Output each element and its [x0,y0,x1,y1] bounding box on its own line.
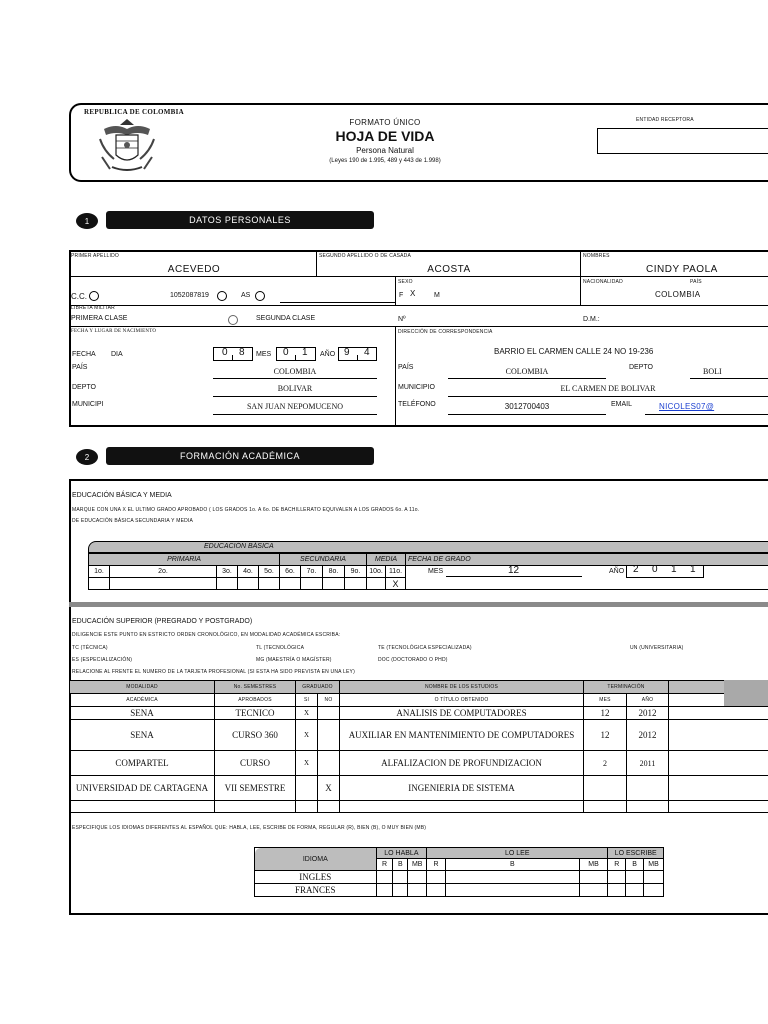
grade-anio-label: AÑO [609,568,625,575]
h-terminacion: TERMINACIÓN [584,681,669,694]
grade-year-digit-4: 1 [690,564,696,575]
row-3-mes: 2 [584,751,627,776]
table-row[interactable] [70,776,768,801]
anio-label: AÑO [320,351,336,358]
section-divider [69,602,768,607]
dm-label: D.M.: [583,316,600,323]
address-value[interactable]: BARRIO EL CARMEN CALLE 24 NO 19-236 [494,347,654,356]
languages-table [254,847,664,897]
habla-r: R [376,859,393,871]
grade-6: 6o. [280,566,301,578]
row-5-si [296,801,318,813]
section-2-number: 2 [76,449,98,465]
email-label: EMAIL [611,401,633,408]
row-4-anio [627,776,669,801]
as-radio[interactable] [255,291,265,301]
email-link[interactable]: NICOLES07@ [659,402,715,411]
list-item[interactable] [255,871,664,884]
birth-municipio-label: MUNICIPI [72,401,104,408]
sex-f-mark[interactable]: X [410,289,416,298]
row-2-tarjeta [669,720,768,751]
grade-6-mark[interactable] [280,578,301,590]
first-surname-label: PRIMER APELLIDO [71,253,120,259]
row-1-semestres: TECNICO [215,707,296,720]
row-2-anio: 2012 [627,720,669,751]
row-4-titulo: INGENIERIA DE SISTEMA [340,776,584,801]
superior-table [69,680,768,813]
second-class-label: SEGUNDA CLASE [256,315,316,322]
secundaria-header: SECUNDARIA [280,554,367,566]
h-graduado: GRADUADO [296,681,340,694]
birth-depto-value[interactable]: BOLIVAR [277,384,313,393]
mod-tl: TL (TECNOLÓGICA [256,645,305,651]
grade-4: 4o. [238,566,259,578]
birth-day-digit-2: 8 [239,347,245,358]
coat-of-arms-icon [96,117,158,175]
nationality-label: NACIONALIDAD [583,279,623,285]
language-2: FRANCES [255,884,377,897]
h-nombre: NOMBRE DE LOS ESTUDIOS [340,681,584,694]
grade-date-header: FECHA DE GRADO [406,554,768,566]
birth-day-digit-1: 0 [222,347,228,358]
row-5-titulo [340,801,584,813]
addr-municipio-value[interactable]: EL CARMEN DE BOLIVAR [560,384,656,393]
row-4-si [296,776,318,801]
cc-label: C.C. [71,292,87,301]
entity-field[interactable] [597,128,768,154]
grade-mes-label: MES [428,568,444,575]
birth-day-field[interactable] [213,347,253,361]
basic-instruction-2: DE EDUCACIÓN BÁSICA SECUNDARIA Y MEDIA [72,518,194,524]
mod-un: UN (UNIVERSITARIA) [630,645,684,651]
h-semestres: No. SEMESTRES [215,681,296,694]
phone-label: TELÉFONO [398,401,436,408]
mod-te: TE (TECNOLÓGICA ESPECIALIZADA) [378,645,472,651]
table-row[interactable] [70,707,768,720]
row-2-no [318,720,340,751]
lee-mb: MB [579,859,608,871]
h-titulo: O TÍTULO OBTENIDO [340,694,584,707]
habla-b: B [393,859,408,871]
grade-8: 8o. [323,566,345,578]
birth-year-digit-1: 9 [344,347,350,358]
table-row[interactable] [70,801,768,813]
subtitle: Persona Natural [356,146,414,155]
row-1-titulo: ANALISIS DE COMPUTADORES [340,707,584,720]
second-class-radio[interactable] [228,315,238,325]
h-idioma: IDIOMA [255,848,377,871]
military-label: LIBRETA MILITAR [71,305,115,311]
birth-month-digit-1: 0 [283,347,289,358]
birth-country-value[interactable]: COLOMBIA [273,367,317,376]
grade-3-mark[interactable] [217,578,238,590]
h-anio: AÑO [627,694,669,707]
row-4-mes [584,776,627,801]
grade-11: 11o. [386,566,406,578]
birth-municipio-value[interactable]: SAN JUAN NEPOMUCENO [246,402,343,411]
row-5-anio [627,801,669,813]
first-class-label: PRIMERA CLASE [71,315,128,322]
row-2-mes: 12 [584,720,627,751]
birth-country-label: PAÍS [72,364,88,371]
entity-label: ENTIDAD RECEPTORA [636,117,694,123]
row-5-tarjeta [669,801,768,813]
section-1-title: DATOS PERSONALES [106,211,374,229]
section-2-title: FORMACIÓN ACADÉMICA [106,447,374,465]
row-4-tarjeta [669,776,768,801]
names-value[interactable]: CINDY PAOLA [646,264,718,275]
row-4-semestres: VII SEMESTRE [215,776,296,801]
lee-r: R [427,859,446,871]
sex-m-label: M [434,292,440,299]
table-row[interactable] [70,751,768,776]
row-5-semestres [215,801,296,813]
h-habla: LO HABLA [376,848,427,859]
row-3-anio: 2011 [627,751,669,776]
grade-10: 10o. [367,566,386,578]
grade-1-mark[interactable] [89,578,110,590]
nationality-value[interactable]: COLOMBIA [655,290,701,299]
h-aprobados: APROBADOS [215,694,296,707]
basic-heading: EDUCACIÓN BÁSICA Y MEDIA [72,492,172,499]
grade-year-digit-3: 1 [671,564,677,575]
addr-municipio-label: MUNICIPIO [398,384,435,391]
row-2-si: X [296,720,318,751]
row-5-mes [584,801,627,813]
addr-depto-value[interactable]: BOLI [703,367,722,376]
grade-5: 5o. [259,566,280,578]
phone-value[interactable]: 3012700403 [504,402,550,411]
birth-label: FECHA Y LUGAR DE NACIMIENTO [71,329,157,334]
languages-instruction: ESPECIFIQUE LOS IDIOMAS DIFERENTES AL ESPAÑOL QUE: HABLA, LEE, ESCRIBE DE FORMA, REGULAR (R), BIEN (B), O MUY BIEN (MB) [72,825,427,831]
names-label: NOMBRES [583,253,610,259]
mes-label: MES [256,351,272,358]
grade-date-cell [406,566,768,590]
birth-year-digit-2: 4 [364,347,370,358]
h-si: SI [296,694,318,707]
row-3-modalidad: COMPARTEL [70,751,215,776]
row-2-modalidad: SENA [70,720,215,751]
laws-label: (Leyes 190 de 1.995, 489 y 443 de 1.998) [329,158,441,164]
h-academica: ACADÉMICA [70,694,215,707]
row-3-no [318,751,340,776]
grade-3: 3o. [217,566,238,578]
country-label: PAÍS [690,279,702,285]
birth-month-field[interactable] [276,347,316,361]
grade-5-mark[interactable] [259,578,280,590]
side-tab [724,680,768,706]
row-3-tarjeta [669,751,768,776]
language-1: INGLES [255,871,377,884]
superior-heading: EDUCACIÓN SUPERIOR (PREGRADO Y POSTGRADO) [72,618,253,625]
grade-mes-value[interactable]: 12 [508,565,520,576]
row-1-no [318,707,340,720]
mod-mg: MG (MAESTRÍA O MAGÍSTER) [256,657,332,663]
sex-label: SEXO [398,279,413,285]
grade-9-mark[interactable] [345,578,367,590]
fecha-label: FECHA [72,351,96,358]
escribe-b: B [626,859,644,871]
cc-radio[interactable] [89,291,99,301]
primaria-header: PRIMARIA [89,554,280,566]
h-escribe: LO ESCRIBE [608,848,664,859]
grade-9: 9o. [345,566,367,578]
row-1-modalidad: SENA [70,707,215,720]
grade-year-digit-2: 0 [652,564,658,575]
dia-label: DIA [111,351,123,358]
row-1-anio: 2012 [627,707,669,720]
grade-7-mark[interactable] [301,578,323,590]
ce-radio[interactable] [217,291,227,301]
h-modalidad: MODALIDAD [70,681,215,694]
lee-b: B [445,859,579,871]
h-mes: MES [584,694,627,707]
grade-4-mark[interactable] [238,578,259,590]
row-3-si: X [296,751,318,776]
grade-7: 7o. [301,566,323,578]
addr-country-value[interactable]: COLOMBIA [505,367,549,376]
addr-depto-label: DEPTO [629,364,653,371]
mod-es: ES (ESPECIALIZACIÓN) [72,657,133,663]
h-no: NO [318,694,340,707]
escribe-r: R [608,859,626,871]
birth-month-digit-2: 1 [302,347,308,358]
superior-instruction: DILIGENCIE ESTE PUNTO EN ESTRICTO ORDEN CRONOLÓGICO, EN MODALIDAD ACADÉMICA ESCRIBA: [72,632,341,638]
grade-year-digit-1: 2 [633,564,639,575]
first-surname-value[interactable]: ACEVEDO [167,264,221,275]
section-1-number: 1 [76,213,98,229]
media-header: MEDIA [367,554,406,566]
as-label: AS [241,292,251,299]
second-surname-value[interactable]: ACOSTA [427,264,471,275]
address-label: DIRECCIÓN DE CORRESPONDENCIA [398,329,493,335]
relacione-instruction: RELACIONE AL FRENTE EL NUMERO DE LA TARJETA PROFESIONAL (SI ESTA HA SIDO PREVISTA EN UNA LEY) [72,669,355,675]
basic-table-title: EDUCACIÓN BÁSICA [204,543,274,550]
row-4-modalidad: UNIVERSIDAD DE CARTAGENA [70,776,215,801]
republic-label: REPUBLICA DE COLOMBIA [84,108,185,116]
row-3-semestres: CURSO [215,751,296,776]
header-titles [300,118,470,164]
sex-f-label: F [399,292,404,299]
page-title: HOJA DE VIDA [335,128,435,144]
row-4-no: X [318,776,340,801]
row-1-mes: 12 [584,707,627,720]
document-number[interactable]: 1052087819 [170,292,209,299]
format-label: FORMATO ÚNICO [349,118,421,127]
row-1-si: X [296,707,318,720]
second-surname-label: SEGUNDO APELLIDO O DE CASADA [319,253,412,259]
grade-11-mark[interactable]: X [386,578,406,590]
row-2-semestres: CURSO 360 [215,720,296,751]
list-item[interactable] [255,884,664,897]
basic-instruction-1: MARQUE CON UNA X EL ULTIMO GRADO APROBADO ( LOS GRADOS 1o. A 6o. DE BACHILLERATO EQUIVALEN A LOS GRADOS 6o. A 11o. [72,507,420,513]
mod-tc: TC (TÉCNICA) [72,645,108,651]
row-2-titulo: AUXILIAR EN MANTENIMIENTO DE COMPUTADORES [340,720,584,751]
escribe-mb: MB [644,859,664,871]
row-1-tarjeta [669,707,768,720]
row-3-titulo: ALFALIZACION DE PROFUNDIZACION [340,751,584,776]
table-row[interactable] [70,720,768,751]
row-5-no [318,801,340,813]
grade-8-mark[interactable] [323,578,345,590]
grade-2-mark[interactable] [110,578,217,590]
grade-10-mark[interactable] [367,578,386,590]
addr-country-label: PAÍS [398,364,414,371]
h-lee: LO LEE [427,848,608,859]
grade-1: 1o. [89,566,110,578]
habla-mb: MB [408,859,427,871]
birth-depto-label: DEPTO [72,384,96,391]
mod-doc: DOC (DOCTORADO O PHD) [378,657,448,663]
grade-2: 2o. [110,566,217,578]
military-number-label: Nº [398,316,406,323]
row-5-modalidad [70,801,215,813]
